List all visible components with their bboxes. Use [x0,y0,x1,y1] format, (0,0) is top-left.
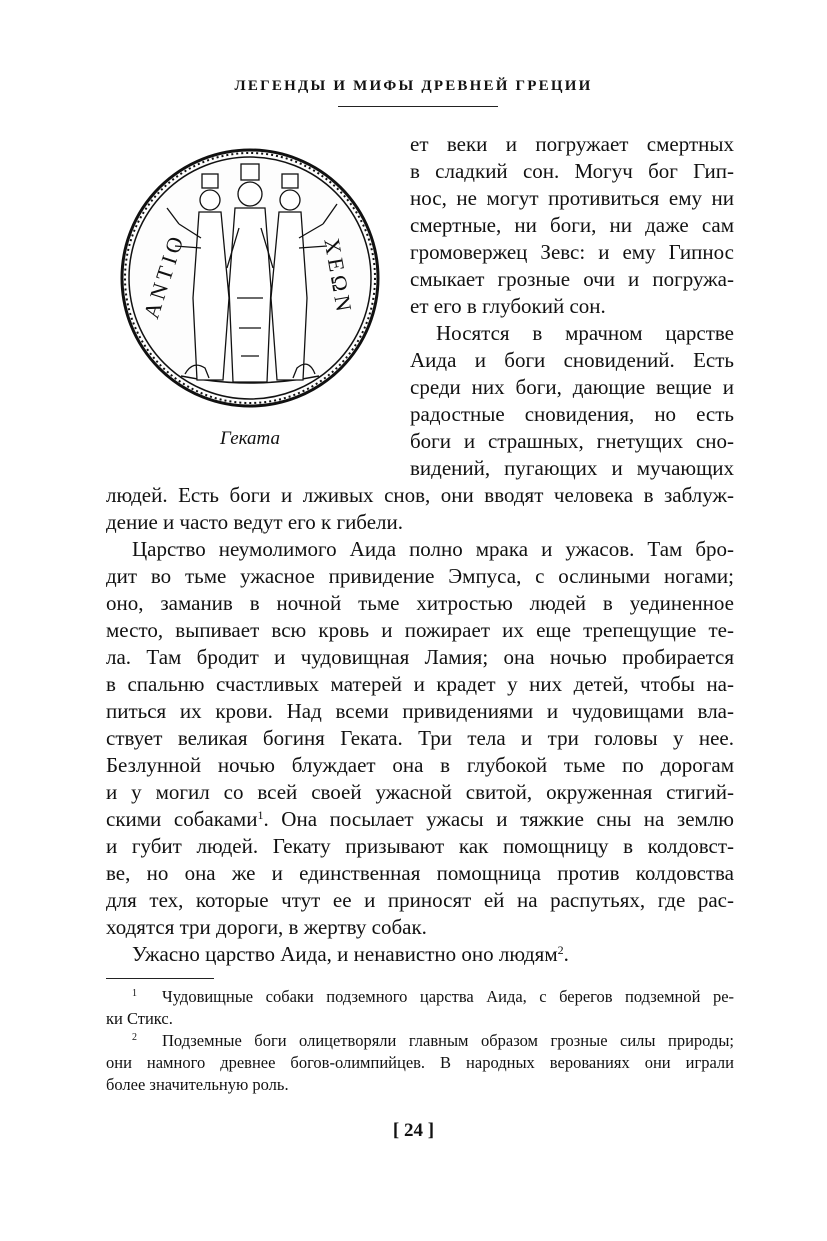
text-line: нос, не могут противиться ему ни [410,186,734,210]
paragraph-closing [106,941,734,968]
footnote-rule [106,978,214,979]
hecate-coin-illustration [119,128,381,426]
text-line: дение и часто ведут его к гибели. [106,510,404,534]
text-line: смыкает грозные очи и погружа- [410,267,734,291]
text-line: радостные сновидения, но есть [410,402,734,426]
footnote-text: Подземные боги олицетворяли главным образом грозные силы природы; [162,1031,734,1050]
text-line-with-footnote [106,806,734,833]
paragraph-continuation [106,482,734,536]
text-line: ве, но она же и единственная помощница против колдовства [106,861,734,885]
text-line: оно, заманив в ночной тьме хитростью людей в уединенное [106,591,734,615]
text-line: ет веки и погружает смертных [410,132,734,156]
text-fragment: . [563,942,569,966]
text-line: Безлунной ночью блуждает она в глубокой тьме по дорогам [106,753,734,777]
text-line-with-footnote [106,941,734,968]
text-line: место, выпивает всю кровь и пожирает их еще трепещущие те- [106,618,734,642]
footnote-line: ки Стикс. [106,1009,173,1028]
text-line: в спальню счастливых матерей и крадет у них детей, чтобы на- [106,672,734,696]
text-line: и у могил со всей своей ужасной свитой, окруженная стигий- [106,780,734,804]
text-line: видений, пугающих и мучающих [410,456,734,480]
footnote-mark: 2 [132,1032,137,1043]
coin-inscription-right: ΧΕΩΝ [319,236,358,318]
text-line: Аида и боги сновидений. Есть [410,348,734,372]
paragraph-hades-realm [106,536,734,941]
full-width-text [106,482,734,968]
footnote-mark: 1 [132,988,137,999]
running-head-rule [338,106,498,107]
text-line: ствует великая богиня Геката. Три тела и три головы у нее. [106,726,734,750]
footnote-2 [106,1030,734,1096]
footnote-line [106,986,734,1008]
footnote-text: Чудовищные собаки подземного царства Аида, с берегов подземной ре- [161,987,735,1006]
footnotes [106,986,734,1096]
coin-inscription-left: ΑΝΤΙΟ [138,229,190,322]
text-line: и губит людей. Гекату призывают как помощницу в колдовст- [106,834,734,858]
text-line: ла. Там бродит и чудовищная Ламия; она ночью пробирается [106,645,734,669]
page-number: [ 24 ] [392,1120,435,1141]
footnote-line: они намного древнее богов-олимпийцев. В народных верованиях они играли [106,1053,734,1072]
text-line: для тех, которые чтут ее и приносят ей на распутьях, где рас- [106,888,734,912]
figure-caption: Геката [219,428,281,449]
text-line: Царство неумолимого Аида полно мрака и ужасов. Там бро- [132,537,734,561]
column-paragraph-1 [410,131,734,320]
footnote-ref-2[interactable]: 2 [557,943,564,957]
text-line: ет его в глубокий сон. [410,294,606,318]
text-fragment: . Она посылает ужасы и тяжкие сны на землю [263,807,734,831]
footnote-ref-1[interactable]: 1 [257,808,264,822]
text-line: в сладкий сон. Могуч бог Гип- [410,159,734,183]
text-line: боги и страшных, гнетущих сно- [410,429,734,453]
text-fragment: Ужасно царство Аида, и ненавистно оно людям [132,942,558,966]
column-text [410,131,734,482]
text-fragment: скими собаками [106,807,258,831]
text-line: питься их крови. Над всеми привидениями и чудовищами вла- [106,699,734,723]
column-paragraph-2 [410,320,734,482]
hecate-figure [114,128,386,450]
text-line: среди них боги, дающие вещие и [410,375,734,399]
text-line: людей. Есть боги и лживых снов, они вводят человека в заблуж- [106,483,734,507]
footnote-line: более значительную роль. [106,1075,289,1094]
footnote-line [106,1030,734,1052]
text-line: смертные, ни боги, ни даже сам [410,213,734,237]
text-line: ходятся три дороги, в жертву собак. [106,915,427,939]
footnote-1 [106,986,734,1030]
text-line: громовержец Зевс: и ему Гипнос [410,240,734,264]
running-head: ЛЕГЕНДЫ И МИФЫ ДРЕВНЕЙ ГРЕЦИИ [234,78,593,94]
text-line: дит во тьме ужасное привидение Эмпуса, с ослиными ногами; [106,564,734,588]
text-line: Носятся в мрачном царстве [436,321,734,345]
